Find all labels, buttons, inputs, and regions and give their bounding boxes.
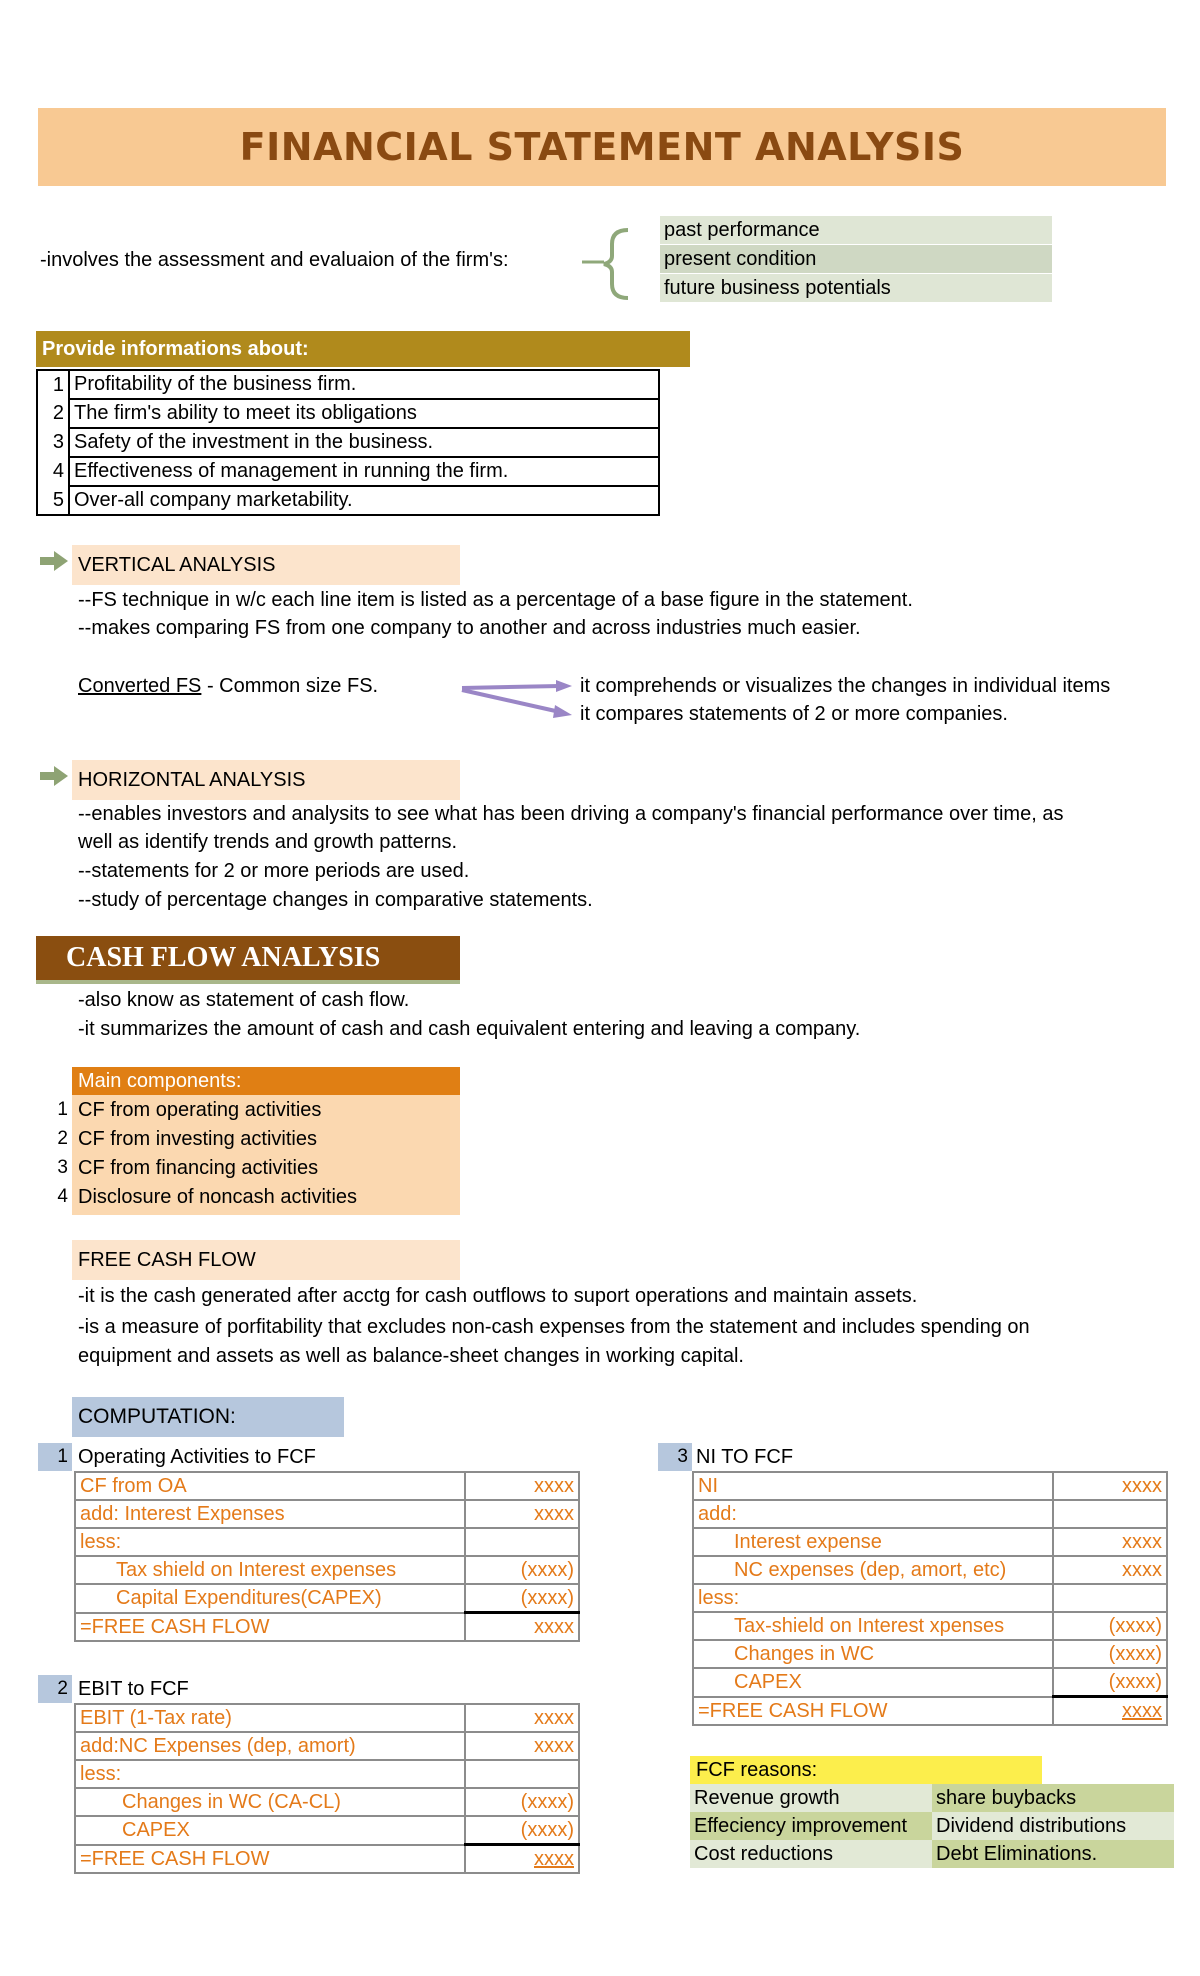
free-cash-flow-title: FREE CASH FLOW [72, 1240, 460, 1280]
table-row [75, 1613, 579, 1642]
row-label: Interest expense [693, 1528, 1053, 1556]
row-value: (xxxx) [1053, 1612, 1167, 1640]
table-row [37, 370, 659, 399]
row-number: 3 [52, 431, 64, 453]
fcf-line-3: equipment and assets as well as balance-sheet changes in working capital. [78, 1345, 744, 1367]
list-item: CF from operating activities [78, 1099, 322, 1121]
row-value: xxxx [1053, 1528, 1167, 1556]
cash-flow-analysis-title: CASH FLOW ANALYSIS [36, 936, 460, 980]
row-value [465, 1845, 579, 1874]
table-row [75, 1732, 579, 1760]
method-number: 2 [38, 1675, 72, 1703]
info-header: Provide informations about: [36, 331, 690, 367]
fcf-table-operating [74, 1471, 580, 1642]
row-label: Changes in WC [693, 1640, 1053, 1668]
table-row [75, 1760, 579, 1788]
table-row [75, 1500, 579, 1528]
table-row [75, 1472, 579, 1500]
table-row [75, 1788, 579, 1816]
row-number: 5 [52, 488, 64, 511]
fcf-line-2: -is a measure of porfitability that excludes non-cash expenses from the statement and includes spending on [78, 1316, 1030, 1338]
reason-cell: Revenue growth [690, 1784, 932, 1812]
row-label: NI [693, 1472, 1053, 1500]
table-row [693, 1697, 1167, 1726]
row-label: Tax shield on Interest expenses [75, 1556, 465, 1584]
method-title: NI TO FCF [696, 1446, 794, 1468]
computation-title: COMPUTATION: [72, 1397, 344, 1437]
reason-cell: share buybacks [932, 1784, 1174, 1812]
title-banner [38, 108, 1166, 186]
row-text: Safety of the investment in the business. [69, 428, 659, 457]
row-number: 2 [52, 402, 64, 424]
table-row [690, 1812, 1174, 1840]
intro-item-future: future business potentials [660, 274, 1052, 302]
row-value: (xxxx) [1053, 1668, 1167, 1697]
intro-item-present: present condition [660, 245, 1052, 273]
list-number: 1 [57, 1099, 68, 1120]
list-number: 2 [57, 1128, 68, 1149]
fcf-table-ebit [74, 1703, 580, 1874]
arrow-right-icon [40, 766, 68, 786]
row-value: xxxx [1053, 1556, 1167, 1584]
method-number: 1 [38, 1443, 72, 1471]
converted-point-2: it compares statements of 2 or more companies. [580, 703, 1008, 725]
row-value: (xxxx) [465, 1584, 579, 1613]
converted-fs-label: Converted FS [78, 675, 202, 697]
row-label: Changes in WC (CA-CL) [75, 1788, 465, 1816]
row-value: (xxxx) [465, 1788, 579, 1816]
table-row [75, 1556, 579, 1584]
table-row [693, 1472, 1167, 1500]
table-row [693, 1584, 1167, 1612]
row-label: CAPEX [75, 1816, 465, 1845]
row-value: (xxxx) [465, 1816, 579, 1845]
horizontal-line-3: --statements for 2 or more periods are used. [78, 860, 470, 882]
table-row [37, 399, 659, 428]
table-row [75, 1816, 579, 1845]
table-row [693, 1640, 1167, 1668]
row-label: add: [693, 1500, 1053, 1528]
converted-fs [78, 672, 378, 700]
row-text: The firm's ability to meet its obligations [69, 399, 659, 428]
info-table [36, 369, 660, 516]
arrow-right-icon [40, 551, 68, 571]
table-row [690, 1840, 1174, 1868]
row-value: xxxx [465, 1704, 579, 1732]
fcf-reasons-header: FCF reasons: [690, 1756, 1042, 1784]
table-row [75, 1704, 579, 1732]
intro-text: -involves the assessment and evaluaion of the firm's: [40, 249, 509, 271]
row-value [1053, 1584, 1167, 1612]
main-components-header: Main components: [72, 1067, 460, 1095]
row-value [465, 1760, 579, 1788]
reason-cell: Dividend distributions [932, 1812, 1174, 1840]
row-value: xxxx [465, 1732, 579, 1760]
row-label: EBIT (1-Tax rate) [75, 1704, 465, 1732]
row-value [1053, 1697, 1167, 1726]
row-value: (xxxx) [465, 1556, 579, 1584]
row-label: =FREE CASH FLOW [693, 1697, 1053, 1726]
table-row [693, 1612, 1167, 1640]
converted-point-1: it comprehends or visualizes the changes in individual items [580, 675, 1111, 697]
row-number: 4 [52, 460, 64, 482]
row-value [465, 1528, 579, 1556]
table-row [75, 1528, 579, 1556]
row-label: add: Interest Expenses [75, 1500, 465, 1528]
row-value: (xxxx) [1053, 1640, 1167, 1668]
reason-cell: Debt Eliminations. [932, 1840, 1174, 1868]
table-row [693, 1500, 1167, 1528]
horizontal-line-1: --enables investors and analysits to see what has been driving a company's financial performance over time, as [78, 803, 1064, 825]
list-item: CF from investing activities [78, 1128, 317, 1150]
table-row [37, 457, 659, 486]
vertical-line-1: --FS technique in w/c each line item is listed as a percentage of a base figure in the statement. [78, 589, 913, 611]
brace-icon [582, 226, 638, 302]
fcf-table-ni [692, 1471, 1168, 1726]
table-row [75, 1584, 579, 1613]
method-number: 3 [658, 1443, 692, 1471]
horizontal-analysis-title: HORIZONTAL ANALYSIS [72, 760, 460, 800]
cash-flow-line-1: -also know as statement of cash flow. [78, 989, 410, 1011]
row-value: xxxx [465, 1613, 579, 1642]
reason-cell: Effeciency improvement [690, 1812, 932, 1840]
cash-flow-line-2: -it summarizes the amount of cash and cash equivalent entering and leaving a company. [78, 1018, 861, 1040]
table-row [693, 1556, 1167, 1584]
table-row [693, 1528, 1167, 1556]
row-label: CAPEX [693, 1668, 1053, 1697]
row-label: less: [693, 1584, 1053, 1612]
intro-item-past: past performance [660, 216, 1052, 244]
page-title: FINANCIAL STATEMENT ANALYSIS [239, 125, 965, 169]
section-divider [36, 980, 460, 984]
list-item: Disclosure of noncash activities [78, 1186, 358, 1208]
row-label: CF from OA [75, 1472, 465, 1500]
row-text: Effectiveness of management in running the firm. [69, 457, 659, 486]
row-label: less: [75, 1760, 465, 1788]
row-label: =FREE CASH FLOW [75, 1613, 465, 1642]
row-label: =FREE CASH FLOW [75, 1845, 465, 1874]
row-value-text: xxxx [534, 1848, 574, 1870]
list-number: 4 [57, 1186, 68, 1207]
method-title: EBIT to FCF [78, 1678, 189, 1700]
row-text: Over-all company marketability. [69, 486, 659, 515]
table-row [75, 1845, 579, 1874]
row-text: Profitability of the business firm. [69, 370, 659, 399]
table-row [690, 1784, 1174, 1812]
row-value [1053, 1500, 1167, 1528]
method-title: Operating Activities to FCF [78, 1446, 316, 1468]
list-item: CF from financing activities [78, 1157, 319, 1179]
row-label: add:NC Expenses (dep, amort) [75, 1732, 465, 1760]
reason-cell: Cost reductions [690, 1840, 932, 1868]
fcf-reasons-table [690, 1784, 1174, 1868]
table-row [693, 1668, 1167, 1697]
row-label: Tax-shield on Interest xpenses [693, 1612, 1053, 1640]
row-value: xxxx [465, 1472, 579, 1500]
converted-fs-rest: - Common size FS. [201, 675, 379, 697]
horizontal-line-4: --study of percentage changes in comparative statements. [78, 889, 593, 911]
vertical-line-2: --makes comparing FS from one company to another and across industries much easier. [78, 617, 861, 639]
row-label: Capital Expenditures(CAPEX) [75, 1584, 465, 1613]
row-value-text: xxxx [1122, 1700, 1162, 1722]
vertical-analysis-title: VERTICAL ANALYSIS [72, 545, 460, 585]
double-arrow-icon [460, 674, 576, 720]
row-label: less: [75, 1528, 465, 1556]
row-number: 1 [52, 373, 64, 396]
row-value: xxxx [465, 1500, 579, 1528]
table-row [37, 428, 659, 457]
table-row [37, 486, 659, 515]
row-value: xxxx [1053, 1472, 1167, 1500]
horizontal-line-2: well as identify trends and growth patterns. [78, 831, 458, 853]
row-label: NC expenses (dep, amort, etc) [693, 1556, 1053, 1584]
fcf-line-1: -it is the cash generated after acctg for cash outflows to suport operations and maintain assets. [78, 1285, 918, 1307]
list-number: 3 [57, 1157, 68, 1178]
